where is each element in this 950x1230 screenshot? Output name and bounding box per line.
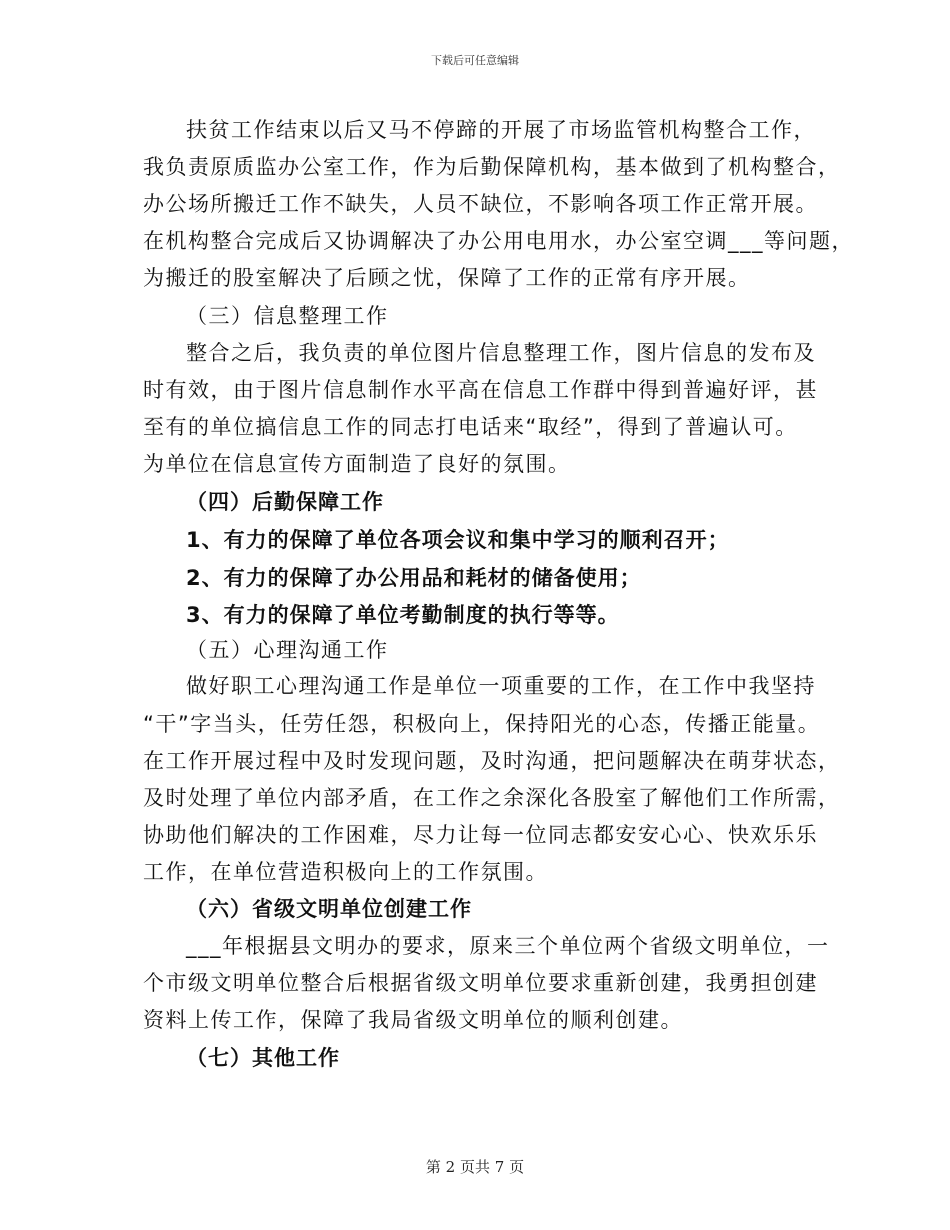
body-line: 办公场所搬迁工作不缺失，人员不缺位，不影响各项工作正常开展。	[143, 192, 818, 216]
list-item: 2、有力的保障了办公用品和耗材的储备使用；	[186, 566, 642, 590]
body-line: 我负责原质监办公室工作，作为后勤保障机构，基本做到了机构整合，	[143, 155, 841, 179]
page-footer: 第 2 页共 7 页	[425, 1158, 525, 1176]
list-item: 3、有力的保障了单位考勤制度的执行等等。	[186, 603, 620, 627]
body-line: ___年根据县文明办的要求，原来三个单位两个省级文明单位，一	[186, 934, 830, 958]
section-heading: （六）省级文明单位创建工作	[186, 897, 472, 921]
body-line: 工作，在单位营造积极向上的工作氛围。	[143, 860, 548, 884]
body-line: 扶贫工作结束以后又马不停蹄的开展了市场监管机构整合工作，	[186, 118, 816, 142]
body-line: 为搬迁的股室解决了后顾之忧，保障了工作的正常有序开展。	[143, 266, 751, 290]
body-line: 在工作开展过程中及时发现问题，及时沟通，把问题解决在萌芽状态，	[143, 749, 841, 773]
body-line: 做好职工心理沟通工作是单位一项重要的工作，在工作中我坚持	[186, 674, 816, 698]
section-heading: （四）后勤保障工作	[186, 490, 384, 514]
body-line: 整合之后，我负责的单位图片信息整理工作，图片信息的发布及	[186, 341, 816, 365]
section-heading: （七）其他工作	[186, 1046, 340, 1070]
body-line: 个市级文明单位整合后根据省级文明单位要求重新创建，我勇担创建	[143, 971, 818, 995]
body-line: 及时处理了单位内部矛盾，在工作之余深化各股室了解他们工作所需，	[143, 786, 841, 810]
page-header: 下载后可任意编辑	[431, 54, 519, 67]
body-line: 资料上传工作，保障了我局省级文明单位的顺利创建。	[143, 1008, 683, 1032]
body-line: 协助他们解决的工作困难，尽力让每一位同志都安安心心、快欢乐乐	[143, 823, 818, 847]
body-line: 在机构整合完成后又协调解决了办公用电用水，办公室空调___等问题，	[143, 229, 854, 253]
body-line: 时有效，由于图片信息制作水平高在信息工作群中得到普遍好评，甚	[143, 378, 818, 402]
section-heading: （五）心理沟通工作	[186, 638, 389, 662]
body-line: 为单位在信息宣传方面制造了良好的氛围。	[143, 452, 571, 476]
body-line: 至有的单位搞信息工作的同志打电话来“取经”，得到了普遍认可。	[143, 415, 798, 439]
section-heading: （三）信息整理工作	[186, 304, 389, 328]
body-line: “干”字当头，任劳任怨，积极向上，保持阳光的心态，传播正能量。	[143, 712, 821, 736]
list-item: 1、有力的保障了单位各项会议和集中学习的顺利召开；	[186, 528, 730, 552]
